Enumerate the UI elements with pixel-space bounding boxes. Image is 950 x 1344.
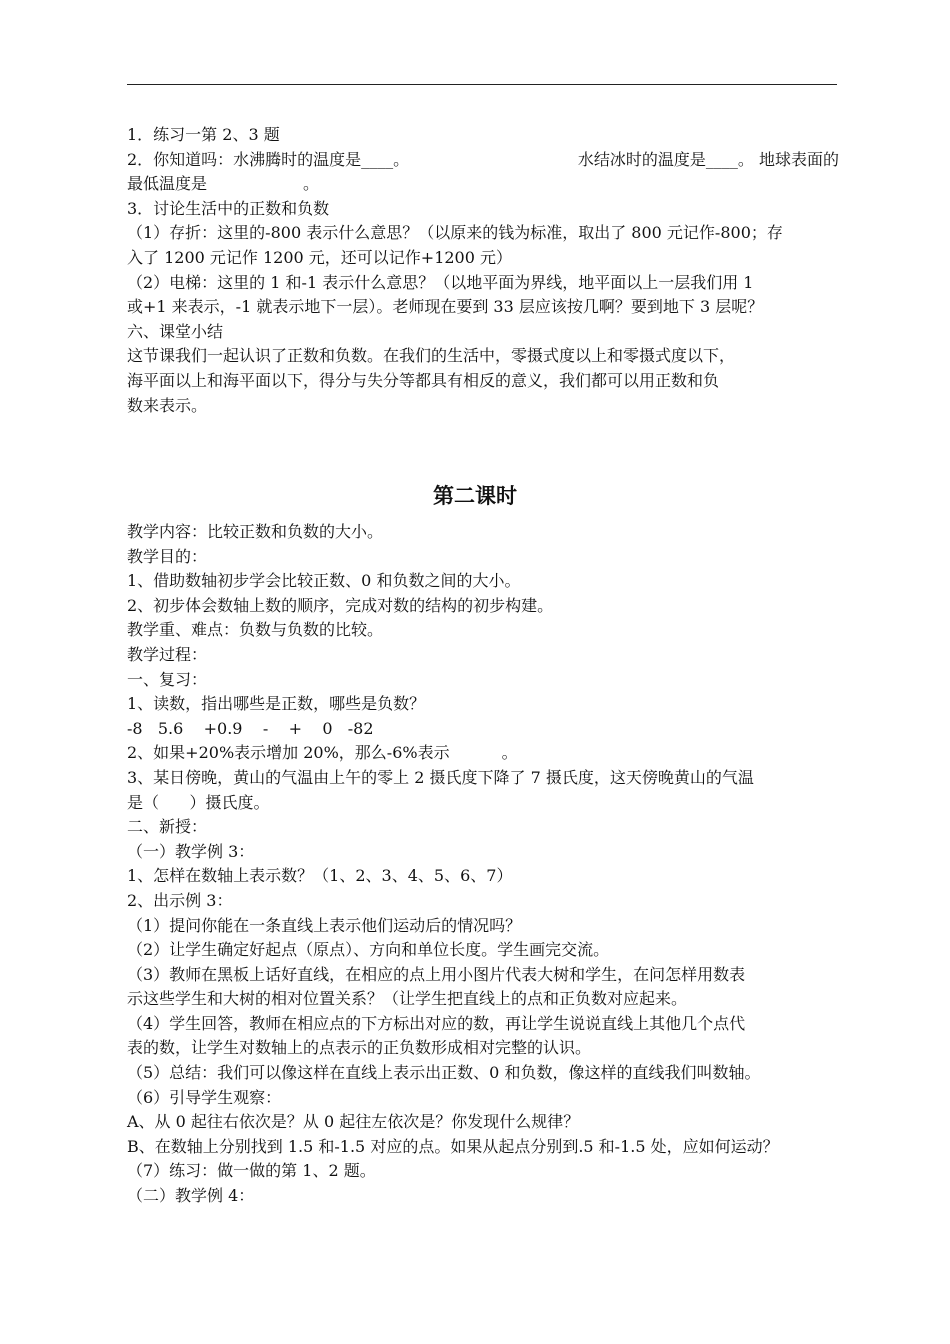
text-line: 二、新授：: [127, 817, 208, 837]
text-line: 3．讨论生活中的正数和负数: [127, 198, 330, 218]
text-line: 六、课堂小结: [127, 321, 224, 341]
section-title: 第二课时: [433, 484, 517, 508]
text-line: B、在数轴上分别找到 1.5 和-1.5 对应的点。如果从起点分别到.5 和-1.5 处，应如何运动？: [127, 1136, 779, 1156]
text-fragment: 2、如果+20%表示增加 20%，那么-6%表示: [127, 743, 450, 763]
text-line: 3、某日傍晚，黄山的气温由上午的零上 2 摄氏度下降了 7 摄氏度，这天傍晚黄山的气温: [127, 767, 754, 787]
header-rule: [127, 84, 837, 85]
text-line: -8 5.6 +0.9 - + 0 -82: [127, 718, 374, 738]
text-fragment: 。: [303, 174, 320, 194]
text-line: （6）引导学生观察：: [127, 1087, 282, 1107]
text-line: （一）教学例 3：: [127, 841, 255, 861]
text-line: [127, 741, 839, 766]
text-line: （7）练习：做一做的第 1、2 题。: [127, 1161, 376, 1181]
text-line: （5）总结：我们可以像这样在直线上表示出正数、0 和负数，像这样的直线我们叫数轴。: [127, 1063, 761, 1083]
text-line: 2、出示例 3：: [127, 890, 233, 910]
text-line: （1）存折：这里的-800 表示什么意思？（以原来的钱为标准，取出了 800 元记作-800；存: [127, 223, 783, 243]
review-section: [127, 123, 839, 418]
text-line: 表的数，让学生对数轴上的点表示的正负数形成相对完整的认识。: [127, 1038, 592, 1058]
text-line: [127, 148, 839, 173]
text-line: 或+1 来表示，-1 就表示地下一层）。老师现在要到 33 层应该按几啊？要到地下 3 层呢？: [127, 297, 764, 317]
text-line: 海平面以上和海平面以下，得分与失分等都具有相反的意义，我们都可以用正数和负: [127, 370, 720, 390]
text-fragment: 最低温度是: [127, 174, 208, 194]
text-line: A、从 0 起往右依次是？从 0 起往左依次是？你发现什么规律？: [127, 1112, 580, 1132]
text-line: 这节课我们一起认识了正数和负数。在我们的生活中，零摄式度以上和零摄式度以下，: [127, 346, 736, 366]
text-line: 数来表示。: [127, 395, 208, 415]
text-line: （3）教师在黑板上话好直线，在相应的点上用小图片代表大树和学生，在问怎样用数表: [127, 964, 746, 984]
text-line: 教学目的：: [127, 546, 208, 566]
text-line: 教学过程：: [127, 644, 208, 664]
text-line: （二）教学例 4：: [127, 1186, 255, 1206]
text-line: 教学重、难点：负数与负数的比较。: [127, 620, 384, 640]
text-line: [127, 172, 839, 197]
text-line: （4）学生回答，教师在相应点的下方标出对应的数，再让学生说说直线上其他几个点代: [127, 1013, 746, 1033]
text-line: 2、初步体会数轴上数的顺序，完成对数的结构的初步构建。: [127, 595, 554, 615]
text-fragment: 2．你知道吗：水沸腾时的温度是____。: [127, 149, 410, 169]
text-line: （1）提问你能在一条直线上表示他们运动后的情况吗？: [127, 915, 522, 935]
text-line: （2）电梯：这里的 1 和-1 表示什么意思？（以地平面为界线，地平面以上一层我们用 1: [127, 272, 754, 292]
text-line: 1．练习一第 2、3 题: [127, 125, 280, 144]
text-line: 1、读数，指出哪些是正数，哪些是负数？: [127, 694, 426, 714]
text-line: 示这些学生和大树的相对位置关系？（让学生把直线上的点和正负数对应起来。: [127, 989, 688, 1009]
text-line: 1、怎样在数轴上表示数？（1、2、3、4、5、6、7）: [127, 866, 513, 886]
text-line: 一、复习：: [127, 669, 208, 689]
text-line: 教学内容：比较正数和负数的大小。: [127, 522, 384, 541]
text-line: 入了 1200 元记作 1200 元，还可以记作+1200 元）: [127, 247, 512, 267]
text-line: 1、借助数轴初步学会比较正数、0 和负数之间的大小。: [127, 571, 521, 591]
text-fragment: 水结冰时的温度是____。 地球表面的: [577, 149, 839, 169]
lesson-section: [127, 520, 839, 1209]
text-line: 是（ ）摄氏度。: [127, 792, 270, 812]
text-fragment: 。: [501, 743, 518, 763]
text-line: （2）让学生确定好起点（原点）、方向和单位长度。学生画完交流。: [127, 940, 610, 960]
